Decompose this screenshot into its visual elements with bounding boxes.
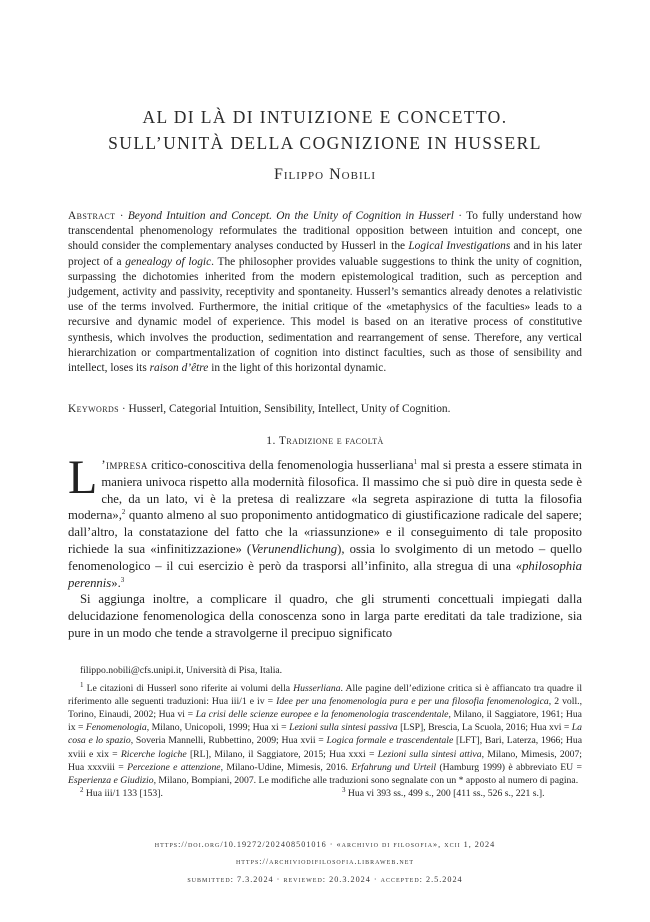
doi-line[interactable]: https://doi.org/10.19272/202408501016 · «archivio di filosofia», xcii 1, 2024 <box>154 840 496 849</box>
footnote-number: 3 <box>342 785 346 794</box>
fn-span: Hua iii/1 133 [153]. <box>85 787 163 799</box>
abstract-label: Abstract <box>68 210 116 222</box>
body-italic: Verunendlichung <box>251 541 338 556</box>
footnote-row <box>68 787 582 800</box>
fn-span: , 2 voll., Torino, Einaudi, 2002; Hua vi = <box>68 696 583 721</box>
body-text <box>68 451 582 642</box>
abstract-english-title: Beyond Intuition and Concept. On the Unity of Cognition in Husserl <box>127 210 454 222</box>
abstract-text: in the light of this horizontal dynamic. <box>208 362 387 375</box>
fn-italic: Erfahrung und Urteil <box>351 761 437 773</box>
journal-website[interactable]: https://archiviodifilosofia.libraweb.net <box>235 857 415 866</box>
footnote-3 <box>330 787 582 800</box>
abstract-sep: · <box>115 210 128 222</box>
keywords-text: · Husserl, Categorial Intuition, Sensibility, Intellect, Unity of Cognition. <box>118 403 451 415</box>
abstract-text: and in his later project of a <box>68 240 582 268</box>
paragraph-1 <box>68 451 582 591</box>
body-italic: philosophia perennis <box>68 558 582 590</box>
footnote-number: 1 <box>80 680 84 689</box>
paragraph-2: Si aggiunga inoltre, a complicare il quadro, che gli strumenti concettuali impiegati dalla delucidazione fenomenologica della conoscenza sono in larga parte ereditati da tale tradizione, sia pure in un modo che tende a stravolgerne il precipuo significato <box>68 592 582 640</box>
body-span: quanto almeno al suo proponimento antidogmatico di giustificazione radicale del sapere; dall’altro, la constatazione del fatto che la «riassunzione» e il conseguimento di tale proposito richiede la sua «infinitizzazione» ( <box>68 508 582 556</box>
section-heading: 1. Tradizione e facoltà <box>266 434 384 447</box>
fn-span: , Soveria Mannelli, Rubbettino, 2009; Hua xvii = <box>130 735 327 747</box>
lead-word: ’impresa <box>101 458 148 472</box>
fn-italic: La crisi delle scienze europee e la fenomenologia trascendentale <box>195 709 449 721</box>
fn-italic: Husserliana <box>293 683 341 695</box>
fn-italic: Lezioni sulla sintesi attiva <box>377 748 482 760</box>
body-span: mal si presta a essere stimata in maniera univoca rispetto alla modernità filosofica. Il massimo che si può dire in questa sede è che, da un lato, vi è la pretesa di realizzare «la segreta aspirazione di tutta la filosofia moderna», <box>68 458 582 523</box>
fn-italic: Logica formale e trascendentale <box>326 735 454 747</box>
fn-span: . Alle pagine dell’edizione critica si è affiancato tra quadre il riferimento alle seguenti traduzioni: Hua iii/1 e iv = <box>68 683 583 708</box>
abstract-italic: Logical Investigations <box>408 240 511 253</box>
body-span: ». <box>111 575 121 590</box>
abstract <box>68 209 582 376</box>
fn-italic: Idee per una fenomenologia pura e per una filosofia fenomenologica <box>276 696 549 708</box>
fn-span: (Hamburg 1999) è abbreviato EU = <box>436 761 582 773</box>
keywords-label: Keywords <box>68 403 119 415</box>
fn-italic: Fenomenologia <box>85 722 147 734</box>
fn-span: , Milano, il Saggiatore, 1961; Hua ix = <box>68 709 582 734</box>
body-span: critico-conoscitiva della fenomenologia husserliana <box>147 458 414 472</box>
fn-italic: Lezioni sulla sintesi passiva <box>289 722 398 734</box>
article-title <box>40 104 610 156</box>
title-line-2: SULL’UNITÀ DELLA COGNIZIONE IN HUSSERL <box>108 133 542 153</box>
fn-italic: Esperienza e Giudizio <box>68 774 154 786</box>
footnote-1 <box>68 682 582 787</box>
footnote-ref-3[interactable]: 3 <box>120 575 125 584</box>
body-span: ), ossia lo svolgimento di un metodo – quello fenomenologico – il cui esercizio è però da trasporsi all’infinito, alla stregua di una « <box>68 541 582 573</box>
footnote-2 <box>68 787 330 800</box>
fn-span: , Milano, Unicopoli, 1999; Hua xi = <box>146 722 290 734</box>
footnote-ref-2[interactable]: 2 <box>121 508 126 517</box>
title-line-1: AL DI LÀ DI INTUIZIONE E CONCETTO. <box>142 107 508 127</box>
fn-italic: Percezione e attenzione <box>127 761 221 773</box>
abstract-italic: genealogy of logic <box>125 255 212 268</box>
author-affiliation: filippo.nobili@cfs.unipi.it, Università di Pisa, Italia. <box>80 665 283 676</box>
drop-cap: L <box>68 451 98 504</box>
fn-span: , Milano, Mimesis, 2007; Hua xxxviii = <box>68 748 582 773</box>
abstract-text: · To fully understand how transcendental phenomenology reformulates the traditional opposition between intuition and concept, one should consider the complementary analyses conducted by Husserl in the <box>68 210 582 253</box>
footnotes <box>68 664 582 800</box>
fn-italic: Ricerche logiche <box>120 748 187 760</box>
fn-span: , Milano-Udine, Mimesis, 2016. <box>220 761 352 773</box>
submission-dates: submitted: 7.3.2024 · reviewed: 20.3.2024 · accepted: 2.5.2024 <box>187 875 463 884</box>
fn-span: [RL], Milano, il Saggiatore, 2015; Hua xxxi = <box>186 748 378 760</box>
fn-span: Hua vi 393 ss., 499 s., 200 [411 ss., 526 s., 221 s.]. <box>347 787 545 799</box>
footnote-ref-1[interactable]: 1 <box>413 457 418 466</box>
fn-span: , Milano, Bompiani, 2007. Le modifiche alle traduzioni sono segnalate con un * apposto al numero di pagina. <box>153 774 579 786</box>
keywords <box>68 402 582 417</box>
fn-span: [LFT], Bari, Laterza, 1966; Hua xviii e xix = <box>68 735 582 760</box>
fn-italic: La cosa e lo spazio <box>68 722 583 747</box>
footnote-number: 2 <box>80 785 84 794</box>
fn-span: Le citazioni di Husserl sono riferite ai volumi della <box>83 683 294 695</box>
fn-span: [LSP], Brescia, La Scuola, 2016; Hua xvi = <box>397 722 572 734</box>
author-name: Filippo Nobili <box>273 166 376 183</box>
abstract-text: . The philosopher provides valuable suggestions to think the unity of cognition, surpassing the dichotomies inherited from the modern epistemological tradition, such as perception and judgement, activity and passivity, receptivity and spontaneity. Husserl’s semantics already denotes a relativistic use of the terms involved. Furthermore, the initial critique of the «metaphysics of the faculties» leads to a recursive and dynamic model of experience. This model is based on an iterative process of constitutive synthesis, which involves the production, sedimentation and rearrangement of sense. Therefore, any vertical hierarchization or compartmentalization of cognition into distinct faculties, such as those of sensibility and intellect, loses its <box>68 255 582 375</box>
abstract-italic: raison d’être <box>149 362 209 375</box>
